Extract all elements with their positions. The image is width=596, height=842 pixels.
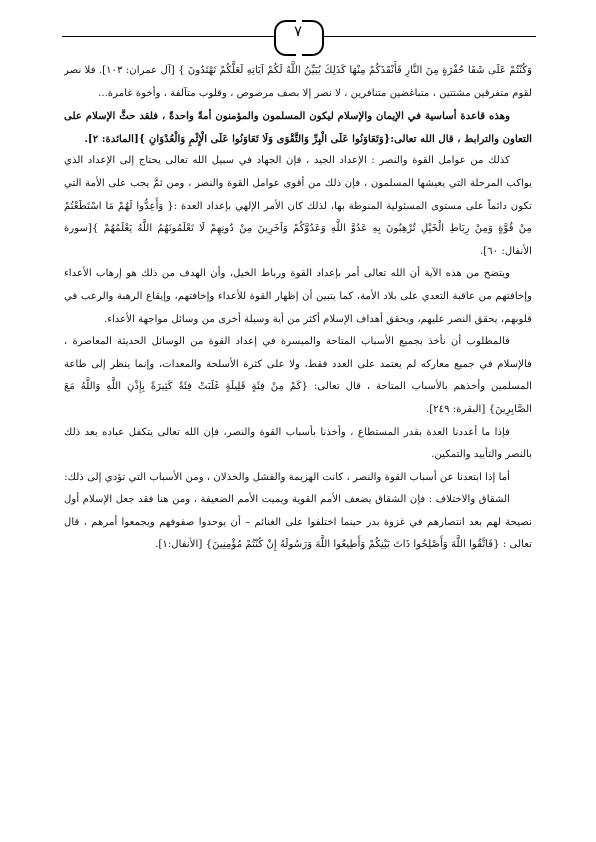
paragraph-3: كذلك من عوامل القوة والنصر : الإعداد الجيد ، فإن الجهاد في سبيل الله تعالى يحتاج إلى الإعداد الذي يواكب المرحلة التي يعيشها المسلمون ، فإن ذلك من أقوى عوامل القوة والنصر ، ومن ثمَّ يجب على الأمة التي تكون دائماً على مستوى المسئولية المنوطة بها، لذلك كان الأمر الإلهي بإعداد العدة :{ وَأَعِدُّوا لَهُمْ مَا اسْتَطَعْتُمْ مِنْ قُوَّةٍ وَمِنْ رِبَاطِ الْخَيْلِ تُرْهِبُونَ بِهِ عَدُوَّ اللَّهِ وَعَدُوَّكُمْ وَآخَرِينَ مِنْ دُونِهِمْ لَا تَعْلَمُونَهُمُ اللَّهُ يَعْلَمُهُمْ }[سورة الأنفال: ٦٠]. <box>64 155 532 257</box>
paragraph-1: وَكُنْتُمْ عَلَى شَفَا حُفْرَةٍ مِنَ النَّارِ فَأَنْقَذَكُمْ مِنْهَا كَذَلِكَ يُبَيِّنُ اللَّهُ لَكُمْ آيَاتِهِ لَعَلَّكُمْ تَهْتَدُونَ } [آل عمران: ١٠٣]. فلا نصر لقوم متفرقين مشتتين ، متباغضين متنافرين ، لا نصر إلا بصف مرصوص ، وقلوب متآلفة ، وأخوة غامرة... <box>64 65 532 99</box>
paragraph-7: أما إذا ابتعدنا عن أسباب القوة والنصر ، كانت الهزيمة والفشل والخذلان ، ومن الأسباب التي تؤدي إلى ذلك: <box>64 471 510 483</box>
header-rule-right <box>324 36 536 37</box>
paragraph-5: فالمطلوب أن نأخذ بجميع الأسباب المتاحة والميسرة في إعداد القوة من الوسائل الحديثة المعاصرة ، فالإسلام في جميع معاركه لم يعتمد على العدد فقط، ولا على كثرة الأسلحة والمعدات، وإنما ينظر إلى طاعة المسلمين وأخذهم بالأسباب المتاحة ، قال تعالى: {كَمْ مِنْ فِئَةٍ قَلِيلَةٍ غَلَبَتْ فِئَةً كَثِيرَةً بِإِذْنِ اللَّهِ وَاللَّهُ مَعَ الصَّابِرِينَ} [البقرة: ٢٤٩]. <box>64 336 532 415</box>
header-rule-left <box>62 36 274 37</box>
paragraph-8: الشقاق والاختلاف : فإن الشقاق يضعف الأمم القوية ويميت الأمم الضعيفة ، ومن هنا فقد جعل الإسلام أول نصيحة لهم بعد انتصارهم في غزوة بدر حينما اختلفوا على الغنائم – أن يوحدوا صفوفهم ويجمعوا أمرهم ، قال تعالى : {فَاتَّقُوا اللَّهَ وَأَصْلِحُوا ذَاتَ بَيْنِكُمْ وَأَطِيعُوا اللَّهَ وَرَسُولَهُ إِنْ كُنْتُمْ مُؤْمِنِينَ} [الأنفال:١]. <box>64 494 532 551</box>
page-header <box>0 14 596 50</box>
page-body <box>64 60 532 830</box>
paragraph-4: ويتضح من هذه الآية أن الله تعالى أمر بإعداد القوة ورباط الخيل، وأن الهدف من ذلك هو إرهاب الأعداء وإخافتهم من عاقبة التعدي على بلاد الأمة، كما يتبين أن إظهار القوة للأعداء وإخافتهم، وإيقاع الرهبة والرعب في قلوبهم، يحقق النصر عليهم، ويحقق أهداف الإسلام أكثر من أية وسيلة أخرى من وسائل مواجهة الأعداء. <box>64 268 532 325</box>
paragraph-2: وهذه قاعدة أساسية في الإيمان والإسلام ليكون المسلمون والمؤمنون أمةً واحدةً ، فلقد حثَّ الإسلام على التعاون والترابط ، قال الله تعالى:{وَتَعَاوَنُوا عَلَى الْبِرِّ وَالتَّقْوَى وَلَا تَعَاوَنُوا عَلَى الْإِثْمِ وَالْعُدْوَانِ }[المائدة: ٢]. <box>64 110 532 145</box>
page-number: ٧ <box>293 22 303 40</box>
paragraph-6: فإذا ما أعددنا العدة بقدر المستطاع ، وأخذنا بأسباب القوة والنصر، فإن الله تعالى يتكفل عباده بعد ذلك بالنصر والتأييد والتمكين. <box>64 426 532 461</box>
